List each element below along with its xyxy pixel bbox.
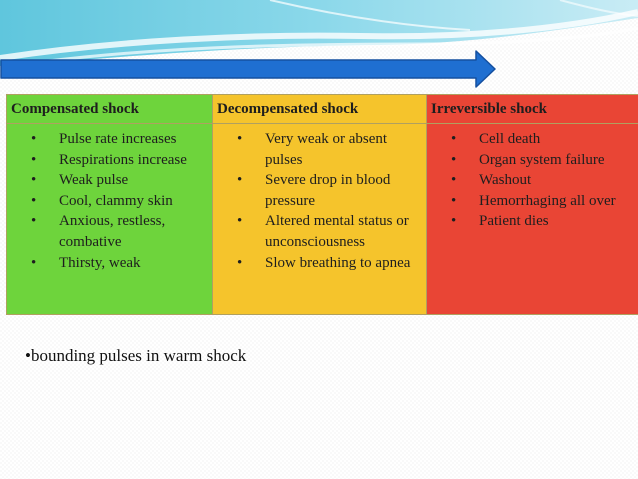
list-item (7, 170, 212, 191)
list-item (7, 253, 212, 274)
bullet-glyph: • (451, 151, 457, 168)
list-item (427, 211, 638, 232)
list-item (427, 129, 638, 150)
list-item-text: Patient dies (479, 213, 549, 230)
header-irreversible-shock: Irreversible shock (427, 95, 638, 124)
list-item-text: Cool, clammy skin (59, 192, 173, 209)
bullet-glyph: • (31, 172, 37, 189)
list-item-text: Slow breathing to apnea (265, 254, 411, 271)
list-item-text: Cell death (479, 131, 541, 147)
warm-shock-note: •bounding pulses in warm shock (25, 346, 247, 365)
bullet-glyph: • (31, 254, 37, 271)
bullet-glyph: • (237, 131, 243, 147)
list-item-text: Anxious, restless, combative (59, 213, 166, 250)
list-item (213, 170, 426, 211)
bullet-glyph: • (31, 151, 37, 168)
list-item (213, 129, 426, 170)
bullet-glyph: • (237, 213, 243, 230)
table-body-row (7, 124, 638, 315)
table-header-row (7, 95, 638, 124)
compensated-shock-cell (7, 124, 213, 315)
progression-arrow (0, 49, 496, 89)
bullet-glyph: • (451, 172, 457, 189)
irreversible-signs-list (427, 124, 638, 232)
bullet-glyph: • (31, 192, 37, 209)
header-compensated-shock: Compensated shock (7, 95, 213, 124)
list-item (213, 211, 426, 252)
bullet-glyph: • (451, 213, 457, 230)
list-item (213, 253, 426, 274)
shock-stages-table (6, 94, 638, 315)
list-item-text: Weak pulse (59, 172, 129, 189)
irreversible-shock-cell (427, 124, 638, 315)
bullet-glyph: • (237, 172, 243, 189)
decompensated-signs-list (213, 124, 426, 273)
bullet-glyph: • (31, 213, 37, 230)
list-item-text: Respirations increase (59, 151, 187, 168)
bullet-glyph: • (451, 192, 457, 209)
list-item-text: Altered mental status or unconsciousness (265, 213, 409, 250)
bullet-glyph: • (451, 131, 457, 147)
list-item-text: Hemorrhaging all over (479, 192, 616, 209)
bullet-glyph: • (237, 254, 243, 271)
list-item (427, 150, 638, 171)
list-item (427, 170, 638, 191)
list-item-text: Very weak or absent pulses (265, 131, 388, 168)
list-item (7, 150, 212, 171)
list-item-text: Severe drop in blood pressure (265, 172, 391, 209)
compensated-signs-list (7, 124, 212, 273)
list-item-text: Pulse rate increases (59, 131, 177, 147)
list-item (7, 129, 212, 150)
list-item-text: Thirsty, weak (59, 254, 141, 271)
list-item (427, 191, 638, 212)
header-decompensated-shock: Decompensated shock (213, 95, 427, 124)
list-item-text: Organ system failure (479, 151, 605, 168)
list-item-text: Washout (479, 172, 532, 189)
bullet-glyph: • (31, 131, 37, 147)
list-item (7, 211, 212, 252)
list-item (7, 191, 212, 212)
decompensated-shock-cell (213, 124, 427, 315)
